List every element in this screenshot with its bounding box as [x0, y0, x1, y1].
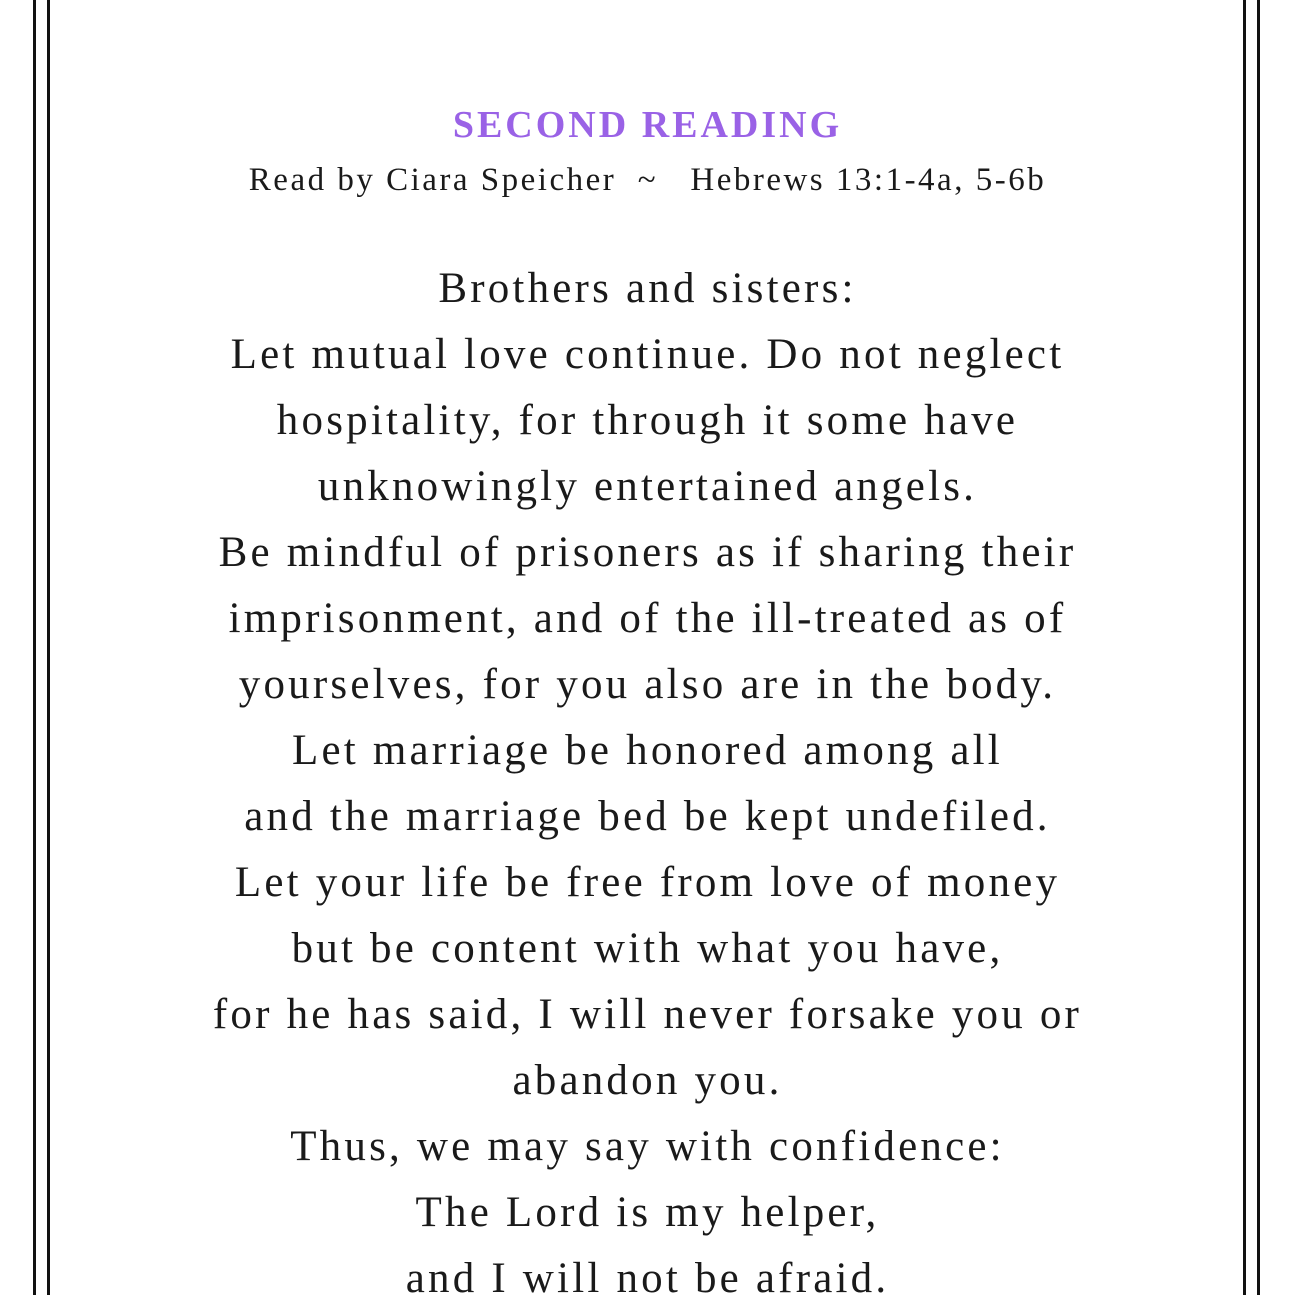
reader-name: Read by Ciara Speicher — [248, 162, 617, 198]
reading-subtitle — [60, 158, 1235, 202]
reading-line: and I will not be afraid. — [405, 1255, 890, 1302]
reading-line: for he has said, I will never forsake you or — [212, 991, 1083, 1038]
reading-line: yourselves, for you also are in the body. — [238, 661, 1057, 708]
reading-line: The Lord is my helper, — [415, 1189, 880, 1236]
reading-text — [60, 256, 1235, 1312]
reading-title: SECOND READING — [452, 104, 843, 146]
reading-line: imprisonment, and of the ill-treated as of — [228, 595, 1067, 642]
reading-line: abandon you. — [512, 1057, 783, 1104]
page-border-left-inner — [47, 0, 50, 1295]
reading-line: Let your life be free from love of money — [234, 859, 1061, 906]
separator: ~ — [637, 162, 659, 198]
reading-line: Be mindful of prisoners as if sharing their — [218, 529, 1077, 576]
reading-line: Thus, we may say with confidence: — [290, 1123, 1005, 1170]
reading-line: Let mutual love continue. Do not neglect — [230, 331, 1065, 378]
page-border-right-inner — [1243, 0, 1246, 1295]
reading-line: unknowingly entertained angels. — [317, 463, 978, 510]
reading-line: and the marriage bed be kept undefiled. — [244, 793, 1051, 840]
page-border-right-outer — [1257, 0, 1260, 1295]
reading-line: but be content with what you have, — [291, 925, 1004, 972]
reading-line: Let marriage be honored among all — [292, 727, 1003, 774]
reading-line: Brothers and sisters: — [438, 265, 857, 312]
reading-line: hospitality, for through it some have — [276, 397, 1019, 444]
page-border-left-outer — [33, 0, 36, 1295]
scripture-citation: Hebrews 13:1-4a, 5-6b — [690, 162, 1047, 198]
